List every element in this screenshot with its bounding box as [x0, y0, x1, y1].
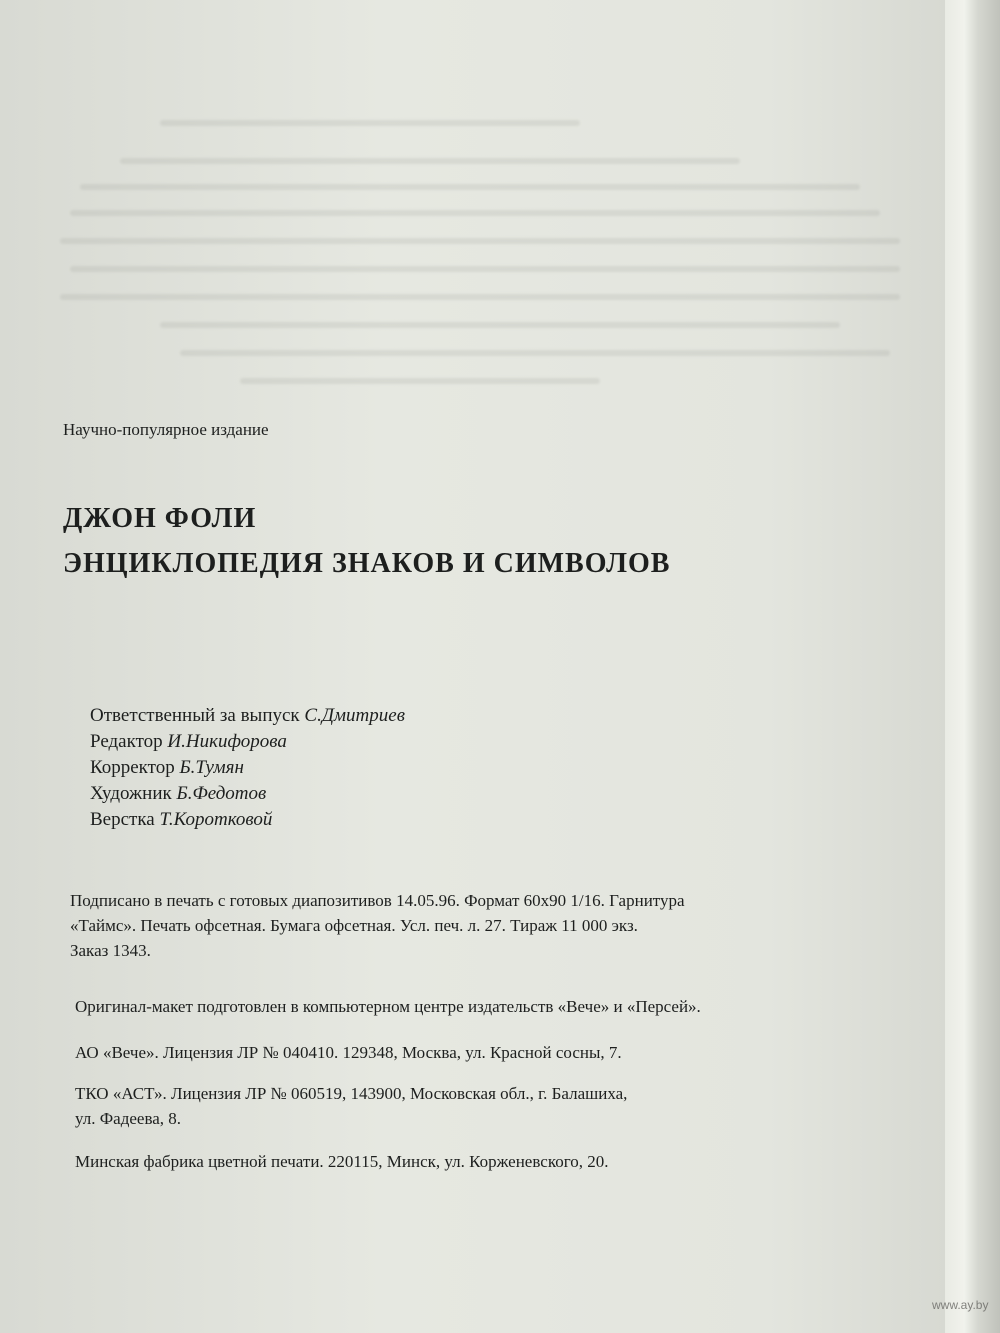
publisher-ao: АО «Вече». Лицензия ЛР № 040410. 129348, Москва, ул. Красной сосны, 7. — [75, 1043, 622, 1062]
credit-row — [90, 781, 405, 807]
credit-name: Т.Коротковой — [159, 809, 273, 830]
credit-row — [90, 703, 405, 729]
credits-block — [90, 703, 405, 833]
imprint-line: «Таймс». Печать офсетная. Бумага офсетная. Усл. печ. л. 27. Тираж 11 000 экз. — [70, 916, 638, 935]
edition-type: Научно-популярное издание — [63, 420, 269, 439]
credit-role: Корректор — [90, 757, 175, 778]
book-title: ЭНЦИКЛОПЕДИЯ ЗНАКОВ И СИМВОЛОВ — [63, 548, 671, 579]
imprint-line: Подписано в печать с готовых диапозитивов 14.05.96. Формат 60x90 1/16. Гарнитура — [70, 891, 685, 910]
credit-role: Ответственный за выпуск — [90, 705, 300, 726]
original-layout-note: Оригинал-макет подготовлен в компьютерном центре издательств «Вече» и «Персей». — [75, 997, 701, 1016]
imprint-block — [70, 888, 890, 963]
credit-row — [90, 807, 405, 833]
author-name: ДЖОН ФОЛИ — [63, 503, 257, 534]
credit-row — [90, 729, 405, 755]
credit-role: Художник — [90, 783, 172, 804]
printer-info: Минская фабрика цветной печати. 220115, Минск, ул. Корженевского, 20. — [75, 1152, 609, 1171]
publisher-tko-line: ТКО «АСТ». Лицензия ЛР № 060519, 143900, Московская обл., г. Балашиха, — [75, 1084, 628, 1103]
credit-name: С.Дмитриев — [304, 705, 405, 726]
credit-role: Верстка — [90, 809, 155, 830]
credit-name: Б.Тумян — [179, 757, 244, 778]
site-watermark: www.ay.by — [932, 1298, 989, 1312]
publisher-tko-line: ул. Фадеева, 8. — [75, 1109, 182, 1128]
credit-role: Редактор — [90, 731, 163, 752]
credit-name: И.Никифорова — [167, 731, 287, 752]
show-through-text — [60, 110, 920, 430]
imprint-line: Заказ 1343. — [70, 941, 151, 960]
credit-name: Б.Федотов — [176, 783, 267, 804]
credit-row — [90, 755, 405, 781]
page-edge — [945, 0, 1000, 1333]
publisher-tko — [75, 1081, 627, 1131]
